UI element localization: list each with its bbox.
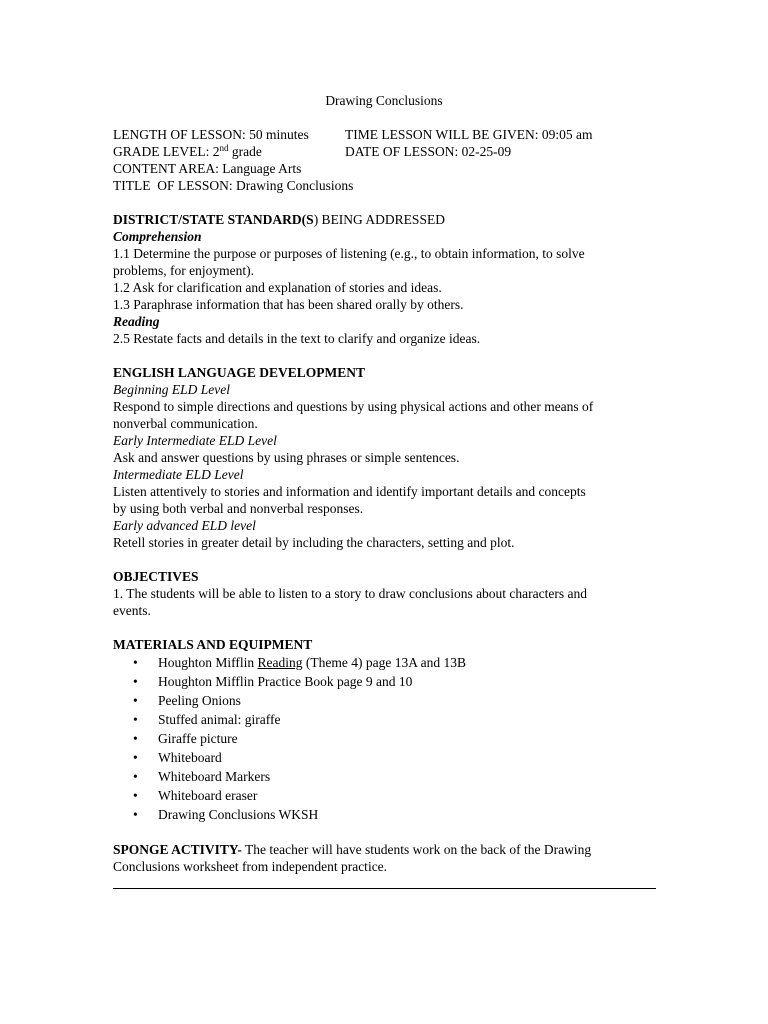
standard-item: 1.3 Paraphrase information that has been shared orally by others. — [113, 297, 464, 312]
list-item — [113, 691, 658, 710]
time-lesson-given: TIME LESSON WILL BE GIVEN: 09:05 am — [345, 127, 593, 142]
header-row-2 — [113, 143, 658, 160]
standards-heading-rest: ) BEING ADDRESSED — [313, 212, 445, 227]
document-body — [113, 126, 658, 889]
material-text: Peeling Onions — [158, 693, 241, 708]
sponge-activity — [113, 841, 658, 858]
material-text: Stuffed animal: giraffe — [158, 712, 281, 727]
objective-text: events. — [113, 603, 151, 618]
eld-heading: ENGLISH LANGUAGE DEVELOPMENT — [113, 365, 366, 380]
bullet-icon: • — [133, 731, 138, 746]
early-intermediate-eld-text: Ask and answer questions by using phrases or simple sentences. — [113, 450, 460, 465]
beginning-eld-text: nonverbal communication. — [113, 416, 258, 431]
length-of-lesson: LENGTH OF LESSON: 50 minutes — [113, 127, 309, 142]
reading-heading: Reading — [113, 314, 160, 329]
material-text: Houghton Mifflin Practice Book page 9 and 10 — [158, 674, 413, 689]
material-text: Drawing Conclusions WKSH — [158, 807, 319, 822]
bullet-icon: • — [133, 750, 138, 765]
horizontal-rule — [113, 888, 656, 889]
grade-level-prefix: GRADE LEVEL: 2 — [113, 144, 220, 159]
material-text-pre: Houghton Mifflin — [158, 655, 258, 670]
objective-text: 1. The students will be able to listen to a story to draw conclusions about characters and — [113, 586, 588, 601]
list-item — [113, 805, 658, 824]
material-text: Giraffe picture — [158, 731, 238, 746]
material-text: Whiteboard — [158, 750, 222, 765]
header-row-1 — [113, 126, 658, 143]
list-item — [113, 653, 658, 672]
grade-level-suffix: grade — [228, 144, 262, 159]
list-item — [113, 748, 658, 767]
bullet-icon: • — [133, 655, 138, 670]
intermediate-eld-label: Intermediate ELD Level — [113, 467, 244, 482]
bullet-icon: • — [133, 807, 138, 822]
standard-item: 1.1 Determine the purpose or purposes of listening (e.g., to obtain information, to solve — [113, 246, 585, 261]
early-advanced-eld-text: Retell stories in greater detail by including the characters, setting and plot. — [113, 535, 515, 550]
list-item — [113, 767, 658, 786]
objectives-heading: OBJECTIVES — [113, 569, 199, 584]
early-intermediate-eld-label: Early Intermediate ELD Level — [113, 433, 277, 448]
materials-heading: MATERIALS AND EQUIPMENT — [113, 637, 313, 652]
reading-standard-item: 2.5 Restate facts and details in the text to clarify and organize ideas. — [113, 331, 481, 346]
content-area: CONTENT AREA: Language Arts — [113, 161, 302, 176]
bullet-icon: • — [133, 788, 138, 803]
list-item — [113, 729, 658, 748]
material-text: Whiteboard Markers — [158, 769, 271, 784]
material-text-underlined: Reading — [257, 655, 303, 670]
standard-item: problems, for enjoyment). — [113, 263, 254, 278]
standards-heading-bold: DISTRICT/STATE STANDARD(S — [113, 212, 314, 227]
intermediate-eld-text: Listen attentively to stories and information and identify important details and concepts — [113, 484, 586, 499]
standards-heading — [113, 211, 658, 228]
grade-level — [113, 143, 345, 160]
bullet-icon: • — [133, 693, 138, 708]
standard-item: 1.2 Ask for clarification and explanation of stories and ideas. — [113, 280, 442, 295]
list-item — [113, 786, 658, 805]
intermediate-eld-text: by using both verbal and nonverbal responses. — [113, 501, 364, 516]
list-item — [113, 672, 658, 691]
beginning-eld-label: Beginning ELD Level — [113, 382, 230, 397]
grade-level-suffix-sup: nd — [219, 143, 229, 153]
date-of-lesson: DATE OF LESSON: 02-25-09 — [345, 144, 512, 159]
beginning-eld-text: Respond to simple directions and questions by using physical actions and other means of — [113, 399, 594, 414]
comprehension-heading: Comprehension — [113, 229, 202, 244]
list-item — [113, 710, 658, 729]
bullet-icon: • — [133, 712, 138, 727]
sponge-activity-text: The teacher will have students work on the back of the Drawing — [241, 842, 592, 857]
title-of-lesson: TITLE OF LESSON: Drawing Conclusions — [113, 178, 354, 193]
material-text-post: (Theme 4) page 13A and 13B — [302, 655, 466, 670]
sponge-activity-heading: SPONGE ACTIVITY- — [113, 842, 242, 857]
material-text: Whiteboard eraser — [158, 788, 258, 803]
sponge-activity-text: Conclusions worksheet from independent practice. — [113, 859, 388, 874]
document-title: Drawing Conclusions — [325, 93, 443, 108]
bullet-icon: • — [133, 674, 138, 689]
materials-list — [113, 653, 658, 824]
early-advanced-eld-label: Early advanced ELD level — [113, 518, 256, 533]
bullet-icon: • — [133, 769, 138, 784]
